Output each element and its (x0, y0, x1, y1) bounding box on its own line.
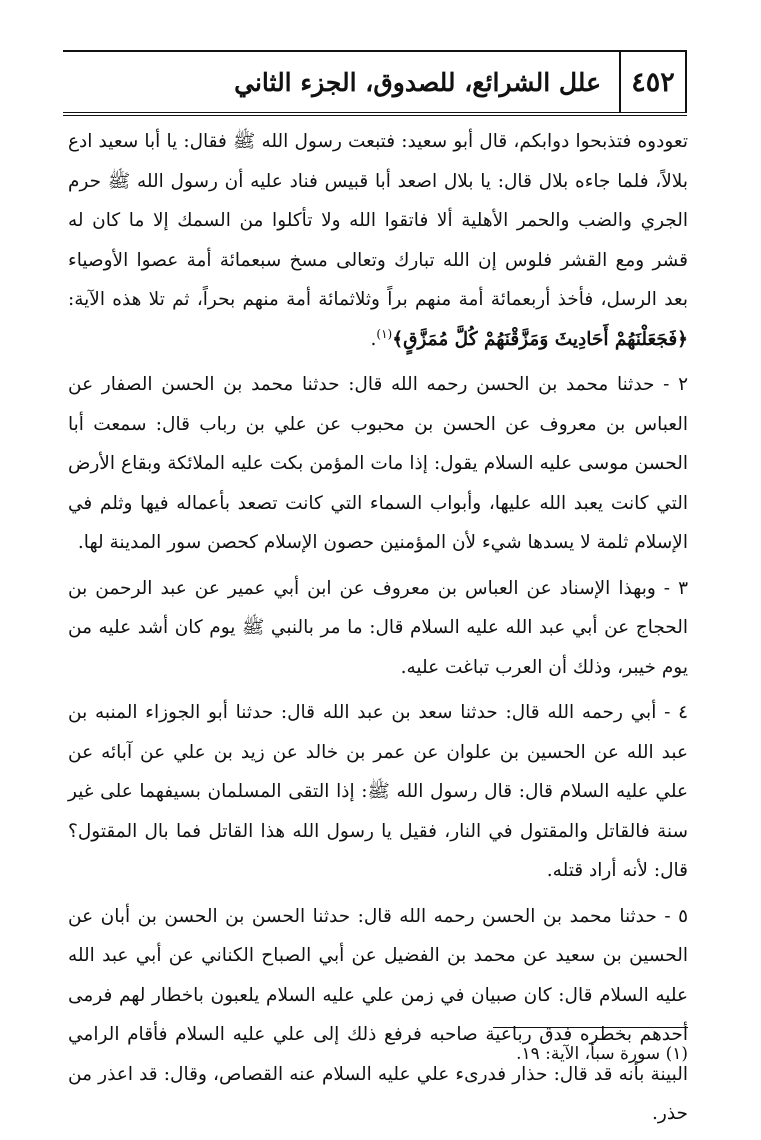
paragraph-4: ٤ - أبي رحمه الله قال: حدثنا سعد بن عبد الله قال: حدثنا أبو الجوزاء المنبه بن عبد الله عن الحسين بن علوان عن عمر بن خالد عن زيد بن علي عن آبائه عن علي عليه السلام قال: قال رسول الله ﷺ: إذا التقى المسلمان بسيفهما على غير سنة فالقاتل والمقتول في النار، فقيل يا رسول الله هذا القاتل فما بال المقتول؟ قال: لأنه أراد قتله. (68, 702, 688, 881)
book-title: علل الشرائع، للصدوق، الجزء الثاني (234, 67, 601, 97)
quran-verse: ﴿فَجَعَلْنَهُمْ أَحَادِيثَ وَمَزَّقْنَهُمْ كُلَّ مُمَزَّقٍ﴾ (392, 328, 688, 350)
paragraph-5: ٥ - حدثنا محمد بن الحسن رحمه الله قال: حدثنا الحسن بن الحسن بن أبان عن الحسين بن سعيد عن محمد بن الفضيل عن أبي الصباح الكناني عن أبي عبد الله عليه السلام قال: كان صبيان في زمن علي عليه السلام يلعبون باخطار لهم فرمى أحدهم بخطره فدق رباعية صاحبه فرفع ذلك إلى علي عليه السلام فأقام الرامي البينة بأنه قد قال: حذار فدرىء علي عليه السلام عنه القصاص، وقال: قد اعذر من حذر. (68, 905, 688, 1124)
page-body (68, 122, 688, 1140)
page-header (63, 50, 687, 116)
paragraph-3: ٣ - وبهذا الإسناد عن العباس بن معروف عن ابن أبي عمير عن عبد الرحمن بن الحجاج عن أبي عبد الله عليه السلام قال: ما مر بالنبي ﷺ يوم كان أشد عليه من يوم خيبر، وذلك أن العرب تباغت عليه. (68, 577, 688, 678)
paragraph-1 (68, 122, 688, 359)
page-number: ٤٥٢ (619, 52, 687, 112)
paragraph-2: ٢ - حدثنا محمد بن الحسن رحمه الله قال: حدثنا محمد بن الحسن الصفار عن العباس بن معروف عن الحسن بن محبوب عن علي بن رباب قال: سمعت أبا الحسن موسى عليه السلام يقول: إذا مات المؤمن بكت عليه الملائكة وبقاع الأرض التي كانت يعبد الله عليها، وأبواب السماء التي كانت تصعد بأعماله فيها وثلم في الإسلام ثلمة لا يسدها شيء لأن المؤمنين حصون الإسلام كحصن سور المدينة لها. (68, 374, 688, 553)
paragraph-1-text: تعودوه فتذبحوا دوابكم، قال أبو سعيد: فتبعت رسول الله ﷺ فقال: يا أبا سعيد ادع بلالاً، فلما جاءه بلال قال: يا بلال اصعد أبا قبيس فناد عليه أن رسول الله ﷺ حرم الجري والضب والحمر الأهلية ألا فاتقوا الله ولا تأكلوا من السمك إلا ما كان له قشر ومع القشر فلوس إن الله تبارك وتعالى مسخ سبعمائة أمة عصوا الأوصياء بعد الرسل، فأخذ أربعمائة أمة منهم براً وثلاثمائة أمة منهم بحراً، ثم تلا هذه الآية: (68, 131, 688, 310)
footnote-divider (493, 1027, 688, 1028)
footnote-marker: (١) (376, 326, 393, 341)
footnote-1: (١) سورة سبأ، الآية: ١٩. (516, 1044, 688, 1064)
paragraph-1-end: . (370, 328, 377, 350)
